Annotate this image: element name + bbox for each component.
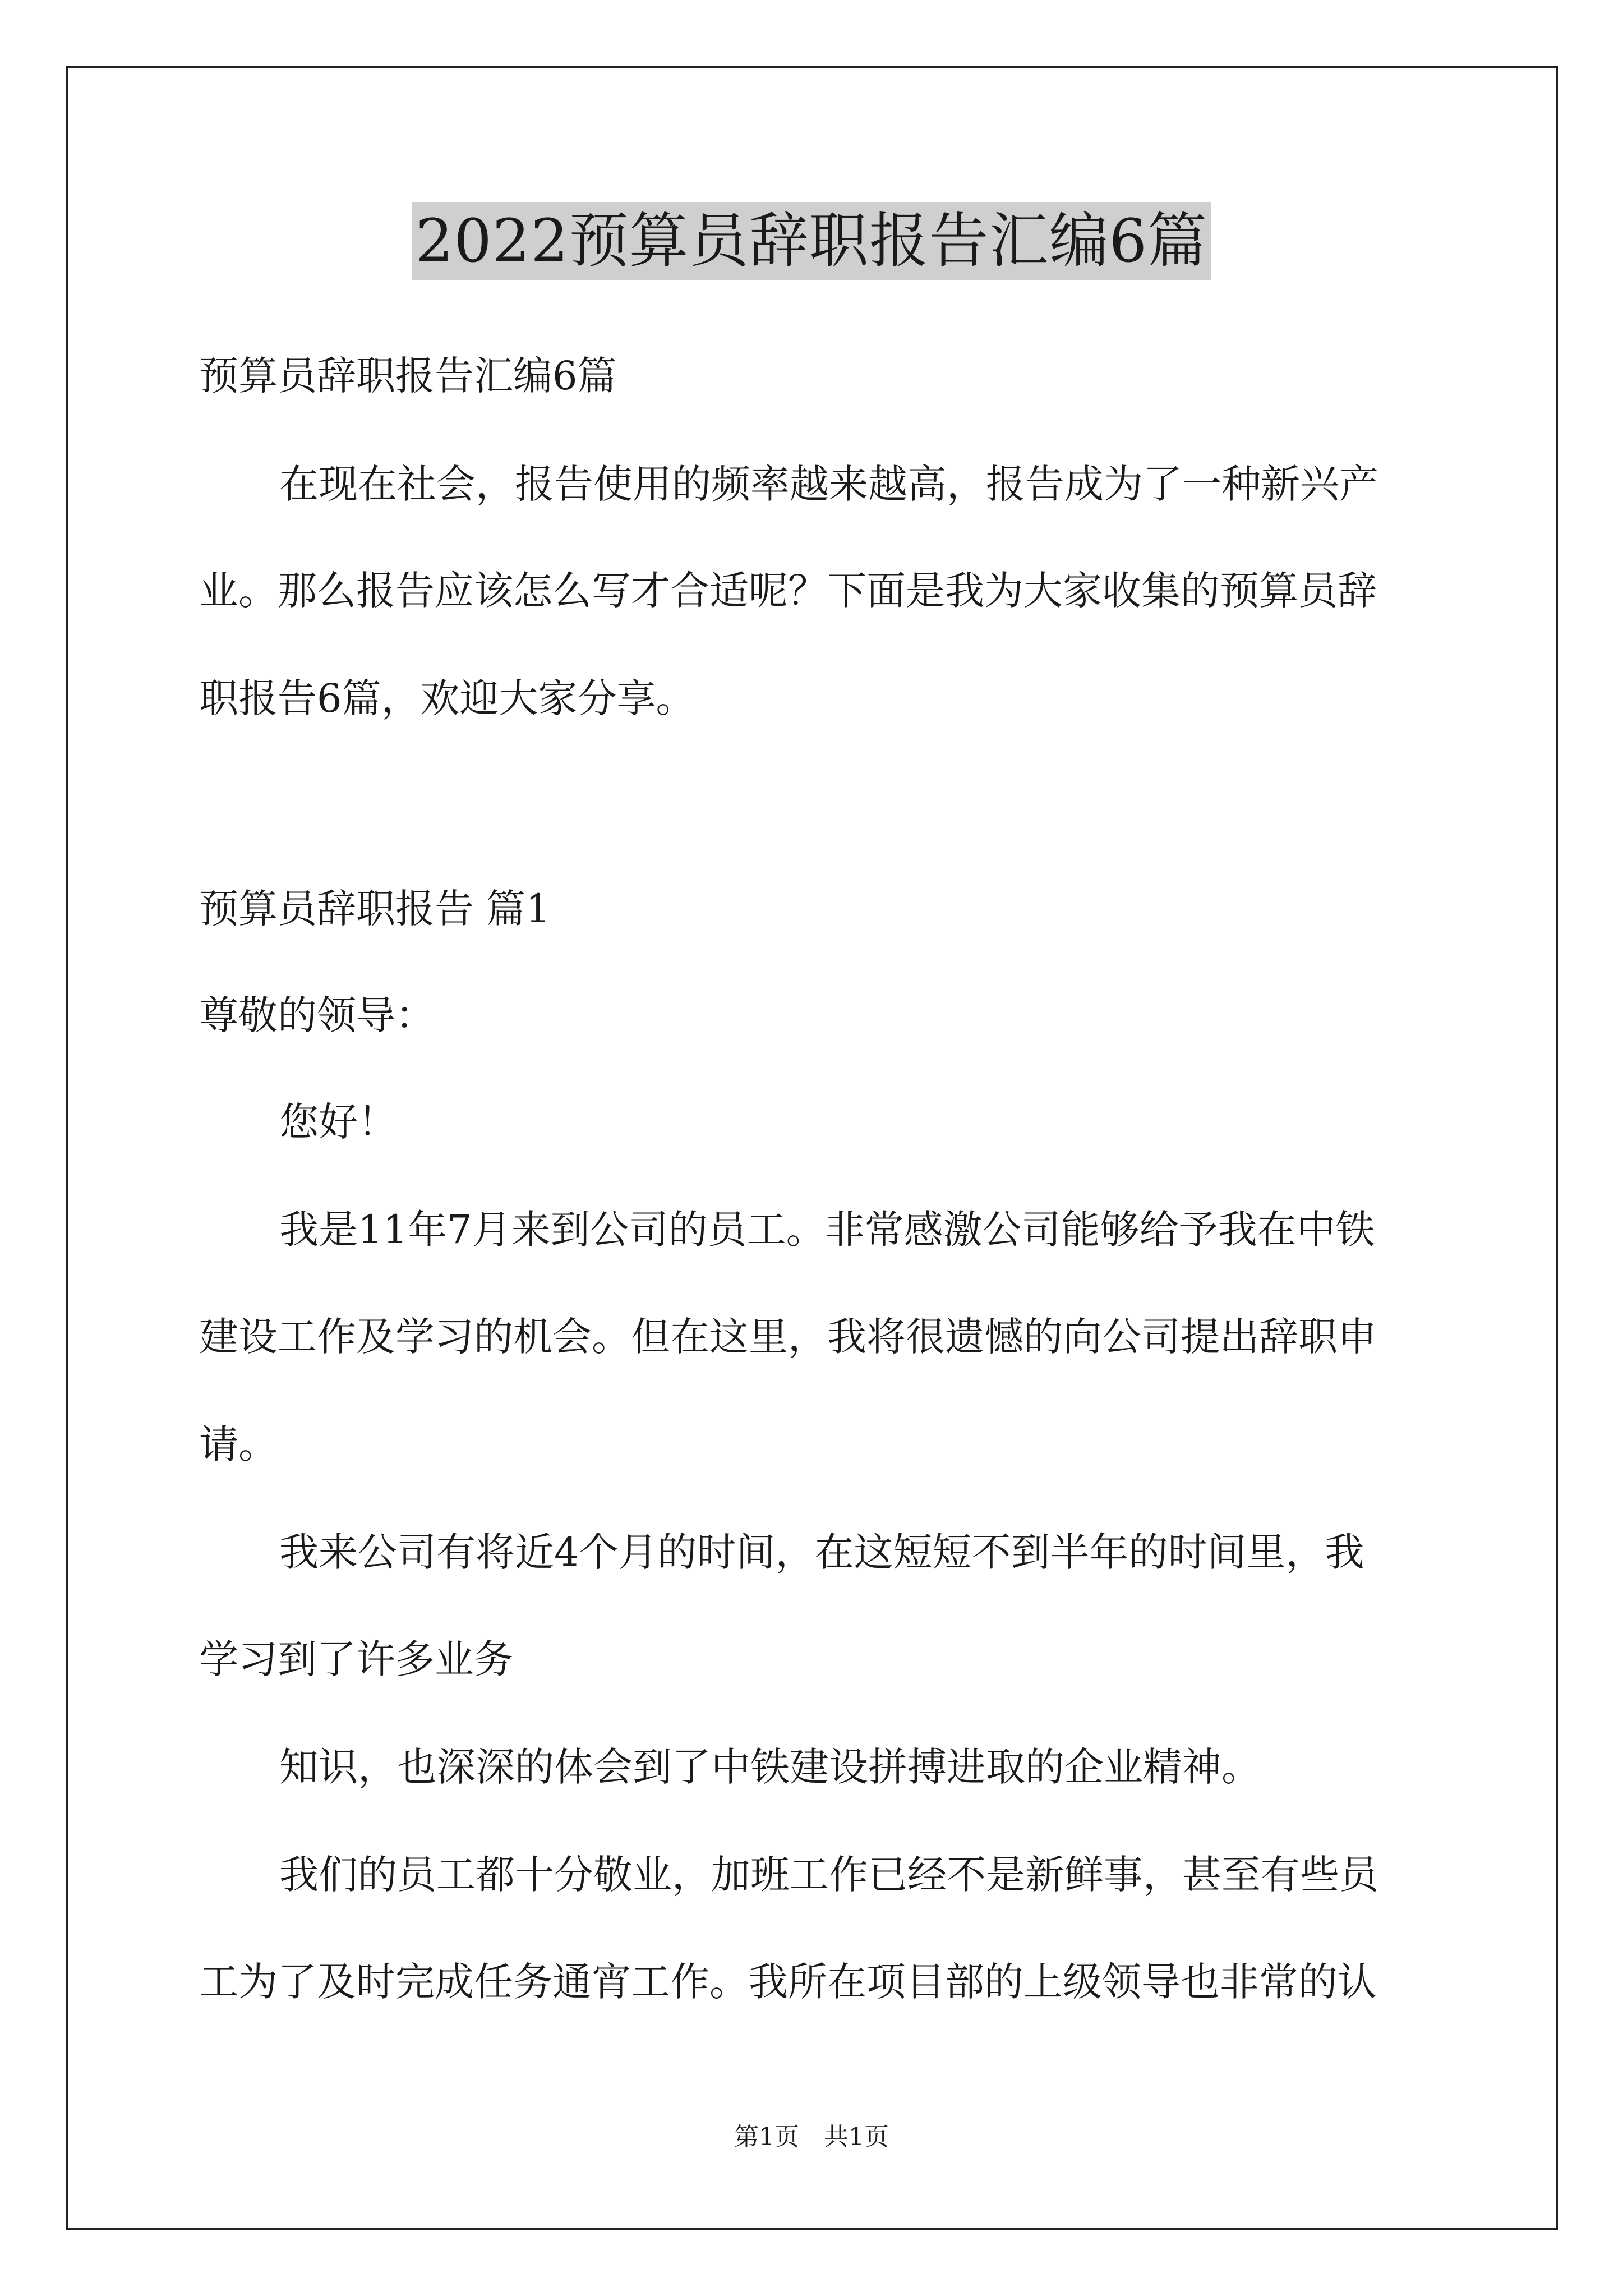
subtitle-line: 预算员辞职报告汇编6篇: [199, 353, 617, 399]
section-heading: 预算员辞职报告 篇1: [199, 886, 551, 932]
title-container: [0, 202, 1623, 280]
paragraph-line: 知识，也深深的体会到了中铁建设拼搏进取的企业精神。: [279, 1744, 1261, 1790]
salutation-line: 尊敬的领导：: [199, 992, 435, 1038]
paragraph-line: 我来公司有将近4个月的时间，在这短短不到半年的时间里，我: [279, 1529, 1364, 1575]
paragraph-line: 我们的员工都十分敬业，加班工作已经不是新鲜事，甚至有些员: [279, 1852, 1378, 1898]
paragraph-line: 我是11年7月来到公司的员工。非常感激公司能够给予我在中铁: [279, 1207, 1375, 1253]
page-footer: 第1页 共1页: [734, 2123, 889, 2151]
greeting-line: 您好！: [279, 1099, 397, 1145]
paragraph-line: 请。: [199, 1421, 278, 1467]
paragraph-line: 建设工作及学习的机会。但在这里，我将很遗憾的向公司提出辞职申: [199, 1314, 1377, 1360]
document-title: 2022预算员辞职报告汇编6篇: [412, 202, 1211, 280]
paragraph-line: 在现在社会，报告使用的频率越来越高，报告成为了一种新兴产: [279, 461, 1378, 507]
paragraph-line: 业。那么报告应该怎么写才合适呢？下面是我为大家收集的预算员辞: [199, 568, 1377, 614]
paragraph-line: 学习到了许多业务: [199, 1636, 513, 1682]
paragraph-line: 工为了及时完成任务通宵工作。我所在项目部的上级领导也非常的认: [199, 1959, 1377, 2005]
paragraph-line: 职报告6篇，欢迎大家分享。: [199, 675, 695, 721]
